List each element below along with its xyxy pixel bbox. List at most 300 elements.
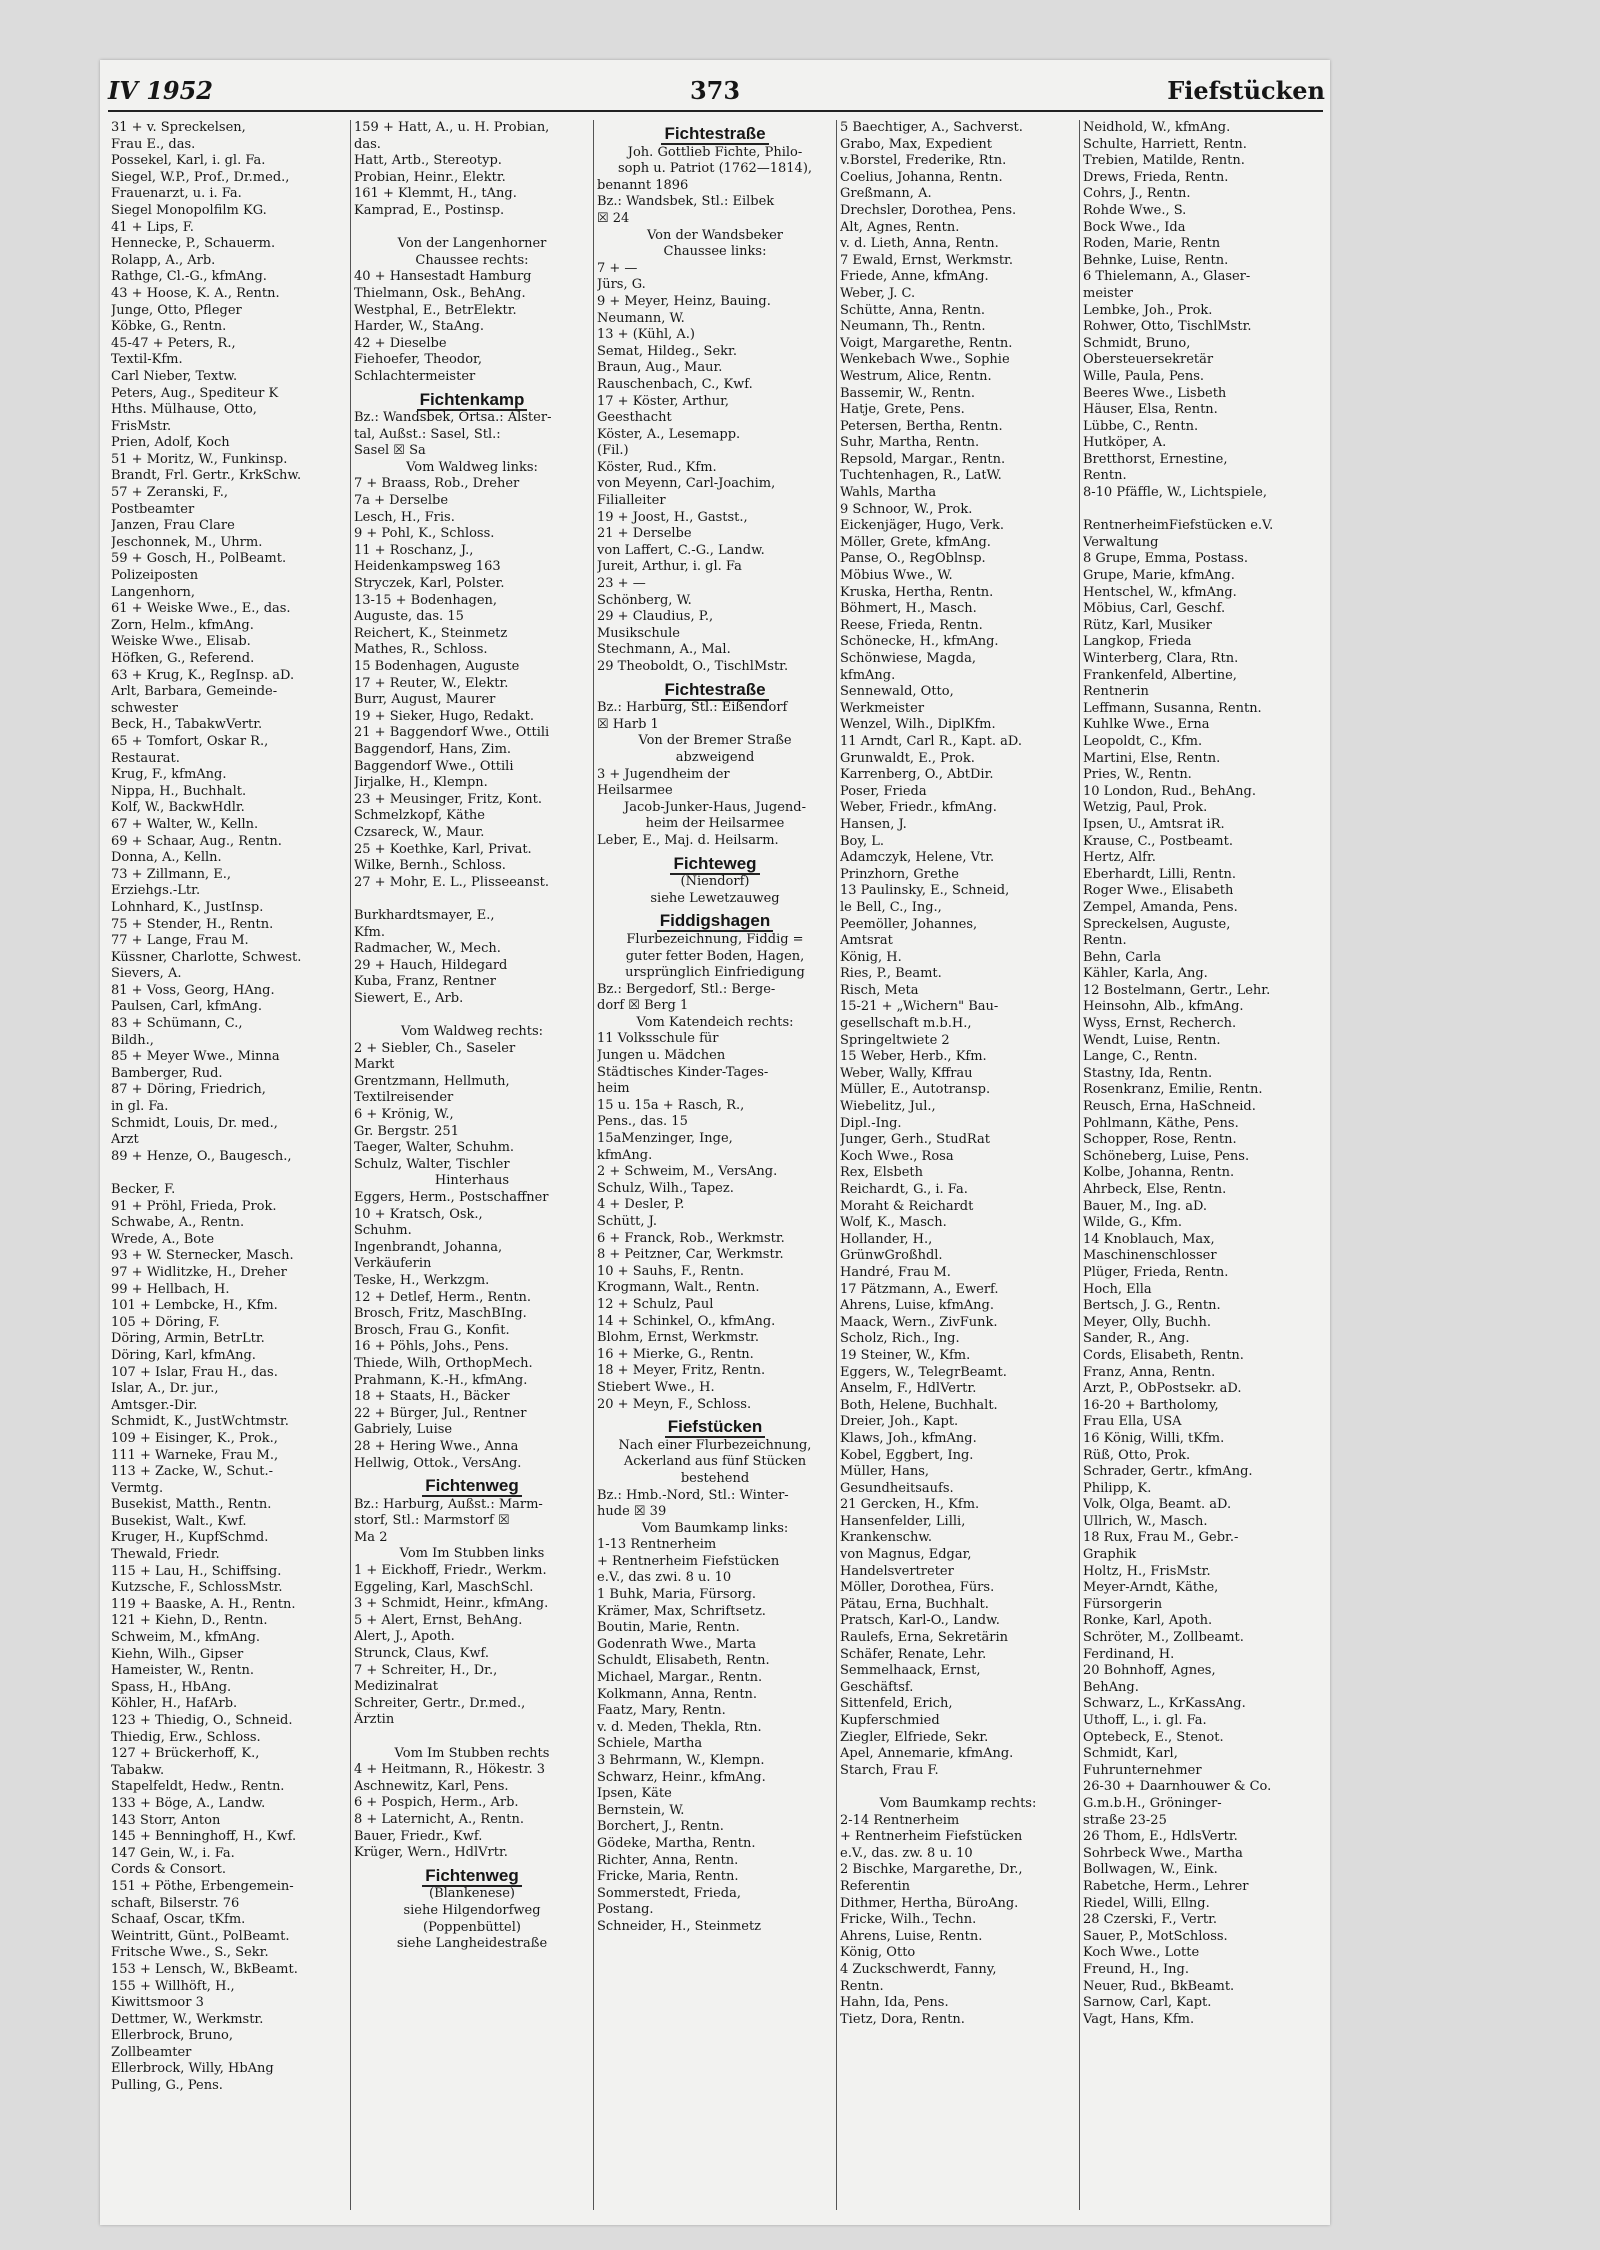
directory-entry: Hutköper, A. <box>1083 435 1167 451</box>
directory-entry: 2 Bischke, Margarethe, Dr., <box>840 1862 1023 1878</box>
directory-entry: 18 + Meyer, Fritz, Rentn. <box>597 1363 766 1379</box>
directory-entry: bestehend <box>680 1470 750 1486</box>
directory-entry: dorf ☒ Berg 1 <box>597 998 689 1014</box>
directory-entry: Dithmer, Hertha, BüroAng. <box>840 1895 1019 1911</box>
directory-entry: schwester <box>111 700 178 716</box>
directory-entry: 4 + Desler, P. <box>597 1197 685 1213</box>
directory-entry: König, H. <box>840 949 902 965</box>
directory-entry: Peemöller, Johannes, <box>840 916 978 932</box>
directory-entry: Kamprad, E., Postinsp. <box>354 202 505 218</box>
directory-entry: Gödeke, Martha, Rentn. <box>597 1835 756 1851</box>
directory-entry: Volk, Olga, Beamt. aD. <box>1083 1497 1232 1513</box>
directory-entry: Frankenfeld, Albertine, <box>1083 667 1237 683</box>
directory-entry: Eberhardt, Lilli, Rentn. <box>1083 866 1236 882</box>
directory-entry: 8-10 Pfäffle, W., Lichtspiele, <box>1083 485 1267 501</box>
directory-entry: 151 + Pöthe, Erbengemein- <box>111 1878 294 1894</box>
directory-entry: Jürs, G. <box>597 277 646 293</box>
directory-entry: Mathes, R., Schloss. <box>354 642 488 658</box>
directory-entry: Musikschule <box>597 625 680 641</box>
column-2 <box>351 120 594 2210</box>
directory-entry: 6 + Pospich, Herm., Arb. <box>354 1795 519 1811</box>
directory-entry: 3 Behrmann, W., Klempn. <box>597 1753 765 1768</box>
directory-entry: Bz.: Wandsbek, Stl.: Eilbek <box>597 194 775 210</box>
directory-entry: v. d. Meden, Thekla, Rtn. <box>597 1719 762 1735</box>
directory-entry: 7 Ewald, Ernst, Werkmstr. <box>840 252 1013 268</box>
directory-entry: Kolkmann, Anna, Rentn. <box>597 1686 758 1702</box>
directory-entry: 29 Theoboldt, O., TischlMstr. <box>597 659 789 674</box>
directory-entry: Möller, Dorothea, Fürs. <box>840 1580 995 1596</box>
directory-entry: 65 + Tomfort, Oskar R., <box>111 733 269 749</box>
directory-entry: 143 Storr, Anton <box>111 1812 221 1828</box>
directory-entry: Adamczyk, Helene, Vtr. <box>840 850 995 866</box>
directory-entry: Schwabe, A., Rentn. <box>111 1215 245 1231</box>
directory-entry: 15-21 + „Wichern" Bau- <box>840 999 999 1015</box>
directory-entry: 75 + Stender, H., Rentn. <box>111 916 274 932</box>
directory-entry: Richter, Anna, Rentn. <box>597 1852 739 1868</box>
directory-entry: 19 + Joost, H., Gastst., <box>597 509 748 525</box>
directory-entry: 91 + Pröhl, Frieda, Prok. <box>111 1198 277 1214</box>
directory-entry: heim <box>597 1081 630 1097</box>
directory-entry: 89 + Henze, O., Baugesch., <box>111 1148 292 1164</box>
directory-entry: ursprünglich Einfriedigung <box>625 965 805 981</box>
directory-entry: Reichardt, G., i. Fa. <box>840 1182 968 1197</box>
directory-entry: 63 + Krug, K., RegInsp. aD. <box>111 667 295 683</box>
directory-entry: 159 + Hatt, A., u. H. Probian, <box>354 120 550 135</box>
page-number: 373 <box>689 76 741 105</box>
directory-entry: Jacob-Junker-Haus, Jugend- <box>624 799 806 815</box>
directory-entry: 145 + Benninghoff, H., Kwf. <box>111 1829 297 1845</box>
directory-entry: Brosch, Frau G., Konfit. <box>354 1322 510 1338</box>
directory-entry: Grabo, Max, Expedient <box>840 136 993 152</box>
directory-entry: 16 + Pöhls, Johs., Pens. <box>354 1339 509 1355</box>
directory-entry: Kolbe, Johanna, Rentn. <box>1083 1165 1235 1181</box>
directory-entry: 147 Gein, W., i. Fa. <box>111 1845 235 1861</box>
directory-entry: Dreier, Joh., Kapt. <box>840 1414 959 1430</box>
directory-entry: Fritsche Wwe., S., Sekr. <box>111 1945 269 1961</box>
directory-entry: Raulefs, Erna, Sekretärin <box>840 1630 1009 1646</box>
directory-entry: Suhr, Martha, Rentn. <box>840 435 980 451</box>
directory-entry: Reese, Frieda, Rentn. <box>840 617 983 633</box>
directory-entry: Baggendorf Wwe., Ottili <box>354 758 514 774</box>
directory-entry: Bz.: Harburg, Stl.: Eißendorf <box>597 700 788 716</box>
directory-entry: Drechsler, Dorothea, Pens. <box>840 202 1017 218</box>
directory-entry: Bollwagen, W., Eink. <box>1083 1862 1218 1878</box>
directory-entry: Thiede, Wilh, OrthopMech. <box>354 1355 533 1371</box>
directory-entry: das. <box>354 136 381 152</box>
directory-entry: + Rentnerheim Fiefstücken <box>840 1829 1023 1845</box>
directory-entry: Textil-Kfm. <box>111 352 183 368</box>
directory-entry: meister <box>1083 285 1133 301</box>
directory-entry: 83 + Schümann, C., <box>111 1016 243 1032</box>
directory-entry: 87 + Döring, Friedrich, <box>111 1082 266 1098</box>
directory-entry: Wilke, Bernh., Schloss. <box>354 858 506 874</box>
directory-entry: Maschinenschlosser <box>1083 1248 1217 1264</box>
directory-entry: Sennewald, Otto, <box>840 684 954 700</box>
directory-entry: Repsold, Margar., Rentn. <box>840 451 1006 467</box>
directory-entry: Prien, Adolf, Koch <box>111 435 230 451</box>
directory-entry: Hellwig, Ottok., VersAng. <box>354 1455 522 1471</box>
directory-entry: Möbius, Carl, Geschf. <box>1083 601 1226 617</box>
directory-entry: Gesundheitsaufs. <box>840 1480 954 1496</box>
directory-entry: Ries, P., Beamt. <box>840 966 942 982</box>
directory-entry: tal, Außst.: Sasel, Stl.: <box>354 426 501 442</box>
directory-entry: 11 Arndt, Carl R., Kapt. aD. <box>840 733 1022 749</box>
directory-entry: Wolf, K., Masch. <box>840 1215 947 1231</box>
directory-entry: Jeschonnek, M., Uhrm. <box>111 534 263 550</box>
directory-entry: Springeltwiete 2 <box>840 1032 950 1048</box>
directory-entry: 155 + Willhöft, H., <box>111 1978 235 1994</box>
directory-entry: Boutin, Marie, Rentn. <box>597 1620 740 1636</box>
directory-entry: 81 + Voss, Georg, HAng. <box>111 982 275 998</box>
directory-entry: Behn, Carla <box>1083 949 1162 965</box>
directory-entry: Krug, F., kfmAng. <box>111 767 227 783</box>
directory-entry: Schönecke, H., kfmAng. <box>840 634 999 650</box>
directory-entry: Uthoff, L., i. gl. Fa. <box>1083 1713 1207 1728</box>
directory-entry: Plüger, Frieda, Rentn. <box>1083 1264 1229 1280</box>
directory-entry: Eickenjäger, Hugo, Verk. <box>840 518 1004 534</box>
directory-entry: Sommerstedt, Frieda, <box>597 1885 741 1901</box>
directory-entry: Schütte, Anna, Rentn. <box>840 302 986 318</box>
directory-entry: Gabriely, Luise <box>354 1422 453 1438</box>
directory-entry: Hths. Mülhause, Otto, <box>111 402 257 418</box>
directory-entry: Arzt <box>111 1132 139 1148</box>
directory-entry: Schulte, Harriett, Rentn. <box>1083 136 1247 152</box>
directory-entry: Alt, Agnes, Rentn. <box>840 219 960 235</box>
directory-entry: Hansenfelder, Lilli, <box>840 1513 966 1529</box>
directory-entry: Eggers, Herm., Postschaffner <box>354 1190 549 1205</box>
street-heading-text: Fiefstücken <box>665 1417 765 1438</box>
directory-entry: Neumann, Th., Rentn. <box>840 319 986 335</box>
directory-entry: Ziegler, Elfriede, Sekr. <box>840 1729 989 1745</box>
directory-entry: Faatz, Mary, Rentn. <box>597 1703 726 1719</box>
directory-entry: von Laffert, C.-G., Landw. <box>597 542 765 558</box>
directory-entry: 10 London, Rud., BehAng. <box>1083 783 1257 799</box>
directory-entry: Koch Wwe., Lotte <box>1083 1945 1200 1961</box>
directory-entry: Sauer, P., MotSchloss. <box>1083 1928 1228 1944</box>
directory-entry: Neuer, Rud., BkBeamt. <box>1083 1978 1235 1994</box>
directory-entry: Bz.: Hmb.-Nord, Stl.: Winter- <box>597 1487 789 1503</box>
directory-entry: Kolf, W., BackwHdlr. <box>111 800 245 816</box>
directory-entry: Rathge, Cl.-G., kfmAng. <box>111 269 267 285</box>
directory-entry: 28 Czerski, F., Vertr. <box>1083 1912 1217 1928</box>
directory-entry <box>354 891 590 908</box>
directory-entry: Köster, A., Lesemapp. <box>597 426 741 442</box>
directory-entry: Semat, Hildeg., Sekr. <box>597 343 737 359</box>
directory-entry: 77 + Lange, Frau M. <box>111 933 249 949</box>
directory-entry: Roden, Marie, Rentn <box>1083 236 1221 252</box>
directory-entry: Schmidt, Karl, <box>1083 1746 1178 1762</box>
directory-entry: le Bell, C., Ing., <box>840 899 942 915</box>
directory-entry: Prinzhorn, Grethe <box>840 866 959 882</box>
directory-entry: Rohde Wwe., S. <box>1083 202 1187 218</box>
directory-entry: Rosenkranz, Emilie, Rentn. <box>1083 1082 1263 1098</box>
directory-entry: 61 + Weiske Wwe., E., das. <box>111 601 291 617</box>
directory-entry: Chaussee rechts: <box>415 252 529 268</box>
street-heading-text: Fichtenweg <box>422 1866 522 1887</box>
directory-entry: Heidenkampsweg 163 <box>354 559 501 575</box>
directory-entry: Kuba, Franz, Rentner <box>354 974 496 990</box>
directory-entry: Spreckelsen, Auguste, <box>1083 916 1231 932</box>
directory-entry: Burkhardtsmayer, E., <box>354 907 495 923</box>
directory-entry: 6 + Krönig, W., <box>354 1107 454 1123</box>
directory-entry: Voigt, Margarethe, Rentn. <box>840 335 1013 351</box>
directory-entry: 19 Steiner, W., Kfm. <box>840 1347 971 1363</box>
directory-entry: Hollander, H., <box>840 1231 933 1247</box>
directory-entry: Schneider, H., Steinmetz <box>597 1918 762 1934</box>
directory-entry: straße 23-25 <box>1083 1812 1167 1828</box>
directory-entry: 17 + Reuter, W., Elektr. <box>354 675 509 691</box>
directory-entry: Weber, Wally, Kffrau <box>840 1065 973 1081</box>
directory-entry: 11 Volksschule für <box>597 1031 719 1047</box>
directory-entry: Probian, Heinr., Elektr. <box>354 169 506 185</box>
directory-entry: Flurbezeichnung, Fiddig = <box>626 931 804 947</box>
directory-entry: Wahls, Martha <box>840 485 937 501</box>
directory-entry: 43 + Hoose, K. A., Rentn. <box>111 285 280 301</box>
directory-entry: Hatt, Artb., Stereotyp. <box>354 153 502 169</box>
directory-entry: Heilsarmee <box>597 783 673 799</box>
directory-entry: Carl Nieber, Textw. <box>111 368 238 384</box>
directory-entry: Cords, Elisabeth, Rentn. <box>1083 1347 1244 1363</box>
directory-entry: Schiele, Martha <box>597 1736 703 1752</box>
directory-entry: Brosch, Fritz, MaschBIng. <box>354 1306 527 1322</box>
directory-entry: Rauschenbach, C., Kwf. <box>597 376 753 392</box>
directory-entry: Hennecke, P., Schauerm. <box>111 236 276 252</box>
directory-entry: Lübbe, C., Rentn. <box>1083 418 1199 434</box>
directory-entry: Ackerland aus fünf Stücken <box>623 1454 807 1470</box>
directory-entry: Schäfer, Renate, Lehr. <box>840 1646 987 1662</box>
directory-entry: Donna, A., Kelln. <box>111 850 222 866</box>
directory-entry: 107 + Islar, Frau H., das. <box>111 1364 278 1380</box>
directory-entry: Weintritt, Günt., PolBeamt. <box>111 1928 290 1944</box>
directory-entry: Arzt, P., ObPostsekr. aD. <box>1083 1381 1242 1397</box>
directory-entry: kfmAng. <box>597 1147 653 1163</box>
directory-entry: Kupferschmied <box>840 1713 940 1728</box>
directory-entry: 73 + Zillmann, E., <box>111 866 232 882</box>
directory-entry: Anselm, F., HdlVertr. <box>840 1381 977 1397</box>
directory-entry: Tabakw. <box>111 1762 165 1778</box>
directory-entry: Köster, Rud., Kfm. <box>597 459 717 475</box>
directory-entry: 105 + Döring, F. <box>111 1314 220 1330</box>
directory-entry: Handré, Frau M. <box>840 1264 951 1280</box>
directory-entry: Von der Langenhorner <box>397 236 547 252</box>
directory-entry: Ipsen, Käte <box>597 1786 672 1802</box>
directory-entry: Schlachtermeister <box>354 368 476 384</box>
directory-entry: Vom Katendeich rechts: <box>636 1014 794 1030</box>
directory-entry: Krogmann, Walt., Rentn. <box>597 1280 760 1296</box>
directory-entry: 29 + Claudius, P., <box>597 609 714 625</box>
directory-entry: Friede, Anne, kfmAng. <box>840 269 989 285</box>
street-heading-text: Fichtenkamp <box>417 390 528 411</box>
directory-entry: Hameister, W., Rentn. <box>111 1663 254 1679</box>
directory-entry: Wetzig, Paul, Prok. <box>1083 800 1208 816</box>
directory-entry: Sarnow, Carl, Kapt. <box>1083 1995 1212 2011</box>
directory-entry: 69 + Schaar, Aug., Rentn. <box>111 833 282 849</box>
directory-entry: Von der Wandsbeker <box>646 227 784 243</box>
directory-entry: 26 Thom, E., HdlsVertr. <box>1083 1829 1238 1845</box>
directory-entry: Taeger, Walter, Schuhm. <box>354 1140 515 1156</box>
directory-entry: 12 Bostelmann, Gertr., Lehr. <box>1083 982 1271 998</box>
directory-entry: Lohnhard, K., JustInsp. <box>111 899 264 915</box>
directory-entry: Fürsorgerin <box>1083 1596 1163 1612</box>
directory-entry: Stryczek, Karl, Polster. <box>354 576 505 592</box>
directory-entry: 16-20 + Bartholomy, <box>1083 1397 1219 1413</box>
directory-entry: Islar, A., Dr. jur., <box>111 1381 219 1397</box>
directory-entry: Textilreisender <box>354 1090 454 1106</box>
directory-entry: Vermtg. <box>111 1480 164 1496</box>
directory-entry: Schmidt, Bruno, <box>1083 335 1191 351</box>
directory-entry: Obersteuersekretär <box>1083 352 1214 368</box>
directory-entry: Tietz, Dora, Rentn. <box>840 2011 965 2027</box>
directory-entry: Optebeck, E., Stenot. <box>1083 1729 1224 1745</box>
directory-entry: Karrenberg, O., AbtDir. <box>840 767 994 783</box>
directory-entry: Schmidt, K., JustWchtmstr. <box>111 1414 289 1430</box>
directory-entry: Schwarz, L., KrKassAng. <box>1083 1696 1246 1712</box>
directory-entry: + Rentnerheim Fiefstücken <box>597 1553 780 1569</box>
directory-entry: 113 + Zacke, W., Schut.- <box>111 1464 274 1480</box>
directory-entry: Möbius Wwe., W. <box>840 568 953 584</box>
directory-entry: 41 + Lips, F. <box>111 219 194 235</box>
directory-entry: Wille, Paula, Pens. <box>1083 368 1205 384</box>
street-heading <box>354 389 590 409</box>
directory-entry: Hentschel, W., kfmAng. <box>1083 584 1237 600</box>
directory-entry: Radmacher, W., Mech. <box>354 941 501 957</box>
directory-entry: Städtisches Kinder-Tages- <box>597 1064 769 1080</box>
directory-entry: e.V., das. zw. 8 u. 10 <box>840 1845 973 1861</box>
directory-entry: Leopoldt, C., Kfm. <box>1083 733 1203 749</box>
directory-entry: Rentn. <box>840 1978 884 1994</box>
directory-entry: Krause, C., Postbeamt. <box>1083 833 1233 849</box>
directory-entry: (Poppenbüttel) <box>423 1919 521 1935</box>
directory-entry: Braun, Aug., Maur. <box>597 360 723 376</box>
directory-entry: Schopper, Rose, Rentn. <box>1083 1132 1237 1148</box>
directory-entry <box>840 1779 1076 1796</box>
directory-entry: Vom Im Stubben links <box>399 1546 545 1562</box>
column-3 <box>594 120 837 2210</box>
directory-entry: Von der Bremer Straße <box>638 733 792 749</box>
directory-entry: Franz, Anna, Rentn. <box>1083 1364 1216 1380</box>
directory-entry: Freund, H., Ing. <box>1083 1961 1189 1977</box>
directory-entry: Postbeamter <box>111 501 195 517</box>
directory-entry: Gr. Bergstr. 251 <box>354 1123 459 1139</box>
directory-entry: Wenzel, Wilh., DiplKfm. <box>840 717 996 733</box>
directory-entry: Verkäuferin <box>354 1256 432 1272</box>
directory-entry: Wilde, G., Kfm. <box>1083 1215 1183 1231</box>
directory-entry: Döring, Armin, BetrLtr. <box>111 1331 265 1347</box>
directory-entry: 25 + Koethke, Karl, Privat. <box>354 841 532 857</box>
directory-entry: 20 Bohnhoff, Agnes, <box>1083 1663 1216 1679</box>
directory-entry: Markt <box>354 1057 395 1073</box>
directory-entry: Bamberger, Rud. <box>111 1065 223 1081</box>
directory-entry: Rex, Elsbeth <box>840 1165 924 1181</box>
directory-entry: 2-14 Rentnerheim <box>840 1812 960 1828</box>
directory-entry: v.Borstel, Frederike, Rtn. <box>840 153 1007 169</box>
directory-entry: 51 + Moritz, W., Funkinsp. <box>111 451 288 467</box>
directory-entry: Jirjalke, H., Klempn. <box>354 775 488 791</box>
directory-entry: Tuchtenhagen, R., LatW. <box>840 468 1002 484</box>
directory-entry: Höfken, G., Referend. <box>111 651 255 666</box>
directory-entry: 109 + Eisinger, K., Prok., <box>111 1430 278 1446</box>
directory-entry <box>1083 502 1320 519</box>
directory-entry: Heinsohn, Alb., kfmAng. <box>1083 999 1244 1015</box>
directory-entry: Roger Wwe., Elisabeth <box>1083 883 1234 899</box>
directory-entry: gesellschaft m.b.H., <box>840 1016 972 1032</box>
header-rule <box>108 110 1323 112</box>
column-4 <box>837 120 1080 2210</box>
directory-entry: 31 + v. Spreckelsen, <box>111 120 246 135</box>
directory-entry: Ingenbrandt, Johanna, <box>354 1239 503 1255</box>
directory-entry: Schulz, Wilh., Tapez. <box>597 1180 734 1196</box>
directory-entry: Zollbeamter <box>111 2044 192 2060</box>
directory-entry: Pohlmann, Käthe, Pens. <box>1083 1115 1239 1131</box>
directory-entry: 12 + Detlef, Herm., Rentn. <box>354 1289 532 1305</box>
directory-entry: 27 + Mohr, E. L., Plisseeanst. <box>354 874 549 890</box>
directory-entry: Brandt, Frl. Gertr., KrkSchw. <box>111 468 302 484</box>
directory-entry: (Fil.) <box>597 443 629 459</box>
directory-entry: 10 + Kratsch, Osk., <box>354 1206 483 1222</box>
directory-entry: Apel, Annemarie, kfmAng. <box>840 1746 1014 1762</box>
directory-entry: Hahn, Ida, Pens. <box>840 1995 949 2011</box>
directory-entry: (Blankenese) <box>429 1886 515 1902</box>
directory-entry: Restaurat. <box>111 750 180 766</box>
directory-entry: Janzen, Frau Clare <box>111 518 235 534</box>
directory-entry: Schreiter, Gertr., Dr.med., <box>354 1695 526 1711</box>
column-5 <box>1080 120 1323 2210</box>
directory-entry: Riedel, Willi, Ellng. <box>1083 1895 1210 1911</box>
directory-entry: Aschnewitz, Karl, Pens. <box>354 1778 509 1794</box>
directory-entry: Ahrens, Luise, Rentn. <box>840 1928 983 1944</box>
directory-entry: 23 + — <box>597 576 646 592</box>
directory-entry: Vom Baumkamp links: <box>641 1520 789 1536</box>
directory-entry: Schönberg, W. <box>597 592 692 608</box>
directory-entry: Thiedig, Erw., Schloss. <box>111 1729 261 1745</box>
directory-entry: Döring, Karl, kfmAng. <box>111 1347 256 1363</box>
directory-entry: FrisMstr. <box>111 418 172 434</box>
directory-entry: Scholz, Rich., Ing. <box>840 1331 960 1347</box>
directory-entry: siehe Lewetzauweg <box>650 890 780 906</box>
directory-entry: Boy, L. <box>840 833 885 849</box>
directory-entry: 3 + Schmidt, Heinr., kfmAng. <box>354 1596 549 1612</box>
directory-entry: Amtsrat <box>840 933 893 949</box>
directory-entry: Rüß, Otto, Prok. <box>1083 1447 1191 1463</box>
directory-entry: Michael, Margar., Rentn. <box>597 1670 763 1686</box>
directory-entry: Siewert, E., Arb. <box>354 990 464 1006</box>
directory-entry <box>354 1729 590 1746</box>
directory-entry: Rohwer, Otto, TischlMstr. <box>1083 319 1252 335</box>
directory-entry: 85 + Meyer Wwe., Minna <box>111 1049 280 1065</box>
section-year: IV 1952 <box>108 76 213 105</box>
directory-entry: Schwarz, Heinr., kfmAng. <box>597 1769 766 1785</box>
directory-entry: 1 + Eickhoff, Friedr., Werkm. <box>354 1563 547 1579</box>
directory-entry: Peters, Aug., Spediteur K <box>111 385 279 401</box>
directory-entry: Schuldt, Elisabeth, Rentn. <box>597 1653 770 1669</box>
directory-entry: 17 Pätzmann, A., Ewerf. <box>840 1281 999 1297</box>
directory-entry: Langenhorn, <box>111 584 196 600</box>
directory-entry: Chaussee links: <box>663 244 767 260</box>
directory-entry: Westphal, E., BetrElektr. <box>354 302 517 318</box>
directory-entry: 6 Thielemann, A., Glaser- <box>1083 269 1251 285</box>
directory-entry: Hertz, Alfr. <box>1083 850 1156 866</box>
directory-entry: Moraht & Reichardt <box>840 1198 974 1214</box>
directory-entry: Strunck, Claus, Kwf. <box>354 1646 489 1662</box>
directory-entry: Possekel, Karl, i. gl. Fa. <box>111 153 266 169</box>
directory-entry: 99 + Hellbach, H. <box>111 1281 230 1297</box>
directory-entry: Zempel, Amanda, Pens. <box>1083 899 1238 915</box>
directory-entry: hude ☒ 39 <box>597 1504 667 1520</box>
directory-entry: 22 + Bürger, Jul., Rentner <box>354 1405 527 1421</box>
directory-entry: Bz.: Harburg, Außst.: Marm- <box>354 1496 543 1512</box>
directory-entry: Erziehgs.-Ltr. <box>111 883 201 899</box>
directory-entry: 6 + Franck, Rob., Werkmstr. <box>597 1230 785 1246</box>
